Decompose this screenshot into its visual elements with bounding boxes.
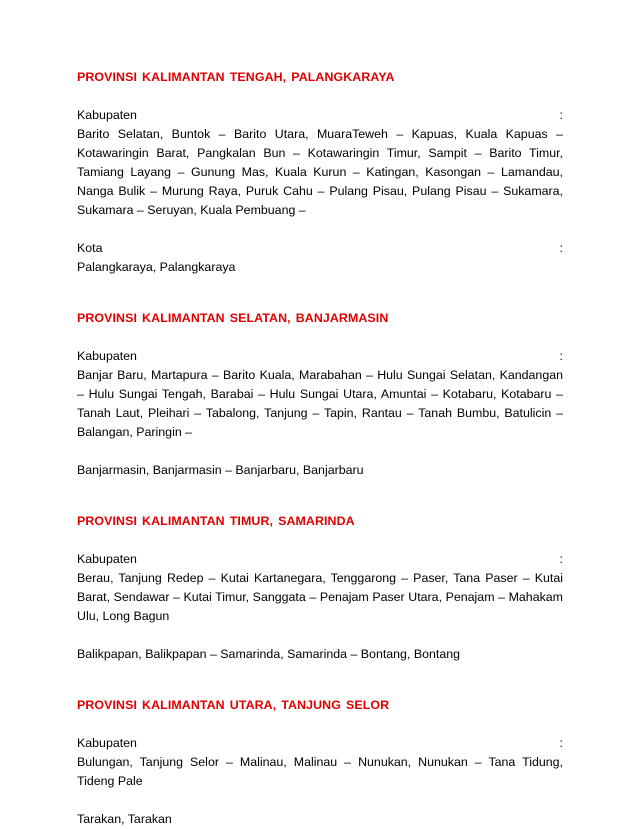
kabupaten-label-row: [77, 734, 563, 753]
kota-block: [77, 461, 563, 480]
kabupaten-block: [77, 106, 563, 220]
kabupaten-colon: :: [559, 552, 563, 566]
section-title: PROVINSI KALIMANTAN SELATAN, BANJARMASIN: [77, 311, 389, 325]
section-title: PROVINSI KALIMANTAN TIMUR, SAMARINDA: [77, 514, 355, 528]
kota-block: [77, 645, 563, 664]
section-title: PROVINSI KALIMANTAN TENGAH, PALANGKARAYA: [77, 70, 395, 84]
kabupaten-list: Berau, Tanjung Redep – Kutai Kartanegara, Tenggarong – Paser, Tana Paser – Kutai Barat, Sendawar – Kutai Timur, Sanggata – Penajam Paser Utara, Penajam – Mahakam Ulu, Long Bagun: [77, 571, 563, 623]
section-kalimantan-selatan: [77, 309, 563, 480]
section-title: PROVINSI KALIMANTAN UTARA, TANJUNG SELOR: [77, 698, 390, 712]
section-kalimantan-timur: [77, 512, 563, 664]
kabupaten-block: [77, 347, 563, 442]
kota-colon: :: [559, 241, 563, 255]
kabupaten-label-row: [77, 106, 563, 125]
kota-list: Banjarmasin, Banjarmasin – Banjarbaru, Banjarbaru: [77, 463, 364, 477]
kabupaten-list: Banjar Baru, Martapura – Barito Kuala, Marabahan – Hulu Sungai Selatan, Kandangan – Hulu Sungai Tengah, Barabai – Hulu Sungai Utara, Amuntai – Kotabaru, Kotabaru – Tanah Laut, Pleihari – Tabalong, Tanjung – Tapin, Rantau – Tanah Bumbu, Batulicin – Balangan, Paringin –: [77, 368, 563, 439]
kabupaten-list: Bulungan, Tanjung Selor – Malinau, Malinau – Nunukan, Nunukan – Tana Tidung, Tideng Pale: [77, 755, 563, 788]
section-kalimantan-utara: [77, 696, 563, 829]
kota-list: Balikpapan, Balikpapan – Samarinda, Samarinda – Bontang, Bontang: [77, 647, 460, 661]
kota-label: Kota: [77, 241, 103, 255]
kabupaten-colon: :: [559, 736, 563, 750]
kabupaten-block: [77, 550, 563, 626]
kabupaten-label: Kabupaten: [77, 736, 137, 750]
kota-block: [77, 239, 563, 277]
kabupaten-list: Barito Selatan, Buntok – Barito Utara, MuaraTeweh – Kapuas, Kuala Kapuas – Kotawaringin Barat, Pangkalan Bun – Kotawaringin Timur, Sampit – Barito Timur, Tamiang Layang – Gunung Mas, Kuala Kurun – Katingan, Kasongan – Lamandau, Nanga Bulik – Murung Raya, Puruk Cahu – Pulang Pisau, Pulang Pisau – Sukamara, Sukamara – Seruyan, Kuala Pembuang –: [77, 127, 563, 217]
kabupaten-label-row: [77, 347, 563, 366]
kota-list: Palangkaraya, Palangkaraya: [77, 260, 236, 274]
kabupaten-block: [77, 734, 563, 791]
kabupaten-label-row: [77, 550, 563, 569]
kota-label-row: [77, 239, 563, 258]
section-kalimantan-tengah: [77, 68, 563, 277]
kabupaten-colon: :: [559, 349, 563, 363]
kota-block: [77, 810, 563, 829]
kabupaten-label: Kabupaten: [77, 108, 137, 122]
kabupaten-colon: :: [559, 108, 563, 122]
kabupaten-label: Kabupaten: [77, 349, 137, 363]
kota-list: Tarakan, Tarakan: [77, 812, 172, 826]
kabupaten-label: Kabupaten: [77, 552, 137, 566]
document-page: [77, 68, 563, 829]
